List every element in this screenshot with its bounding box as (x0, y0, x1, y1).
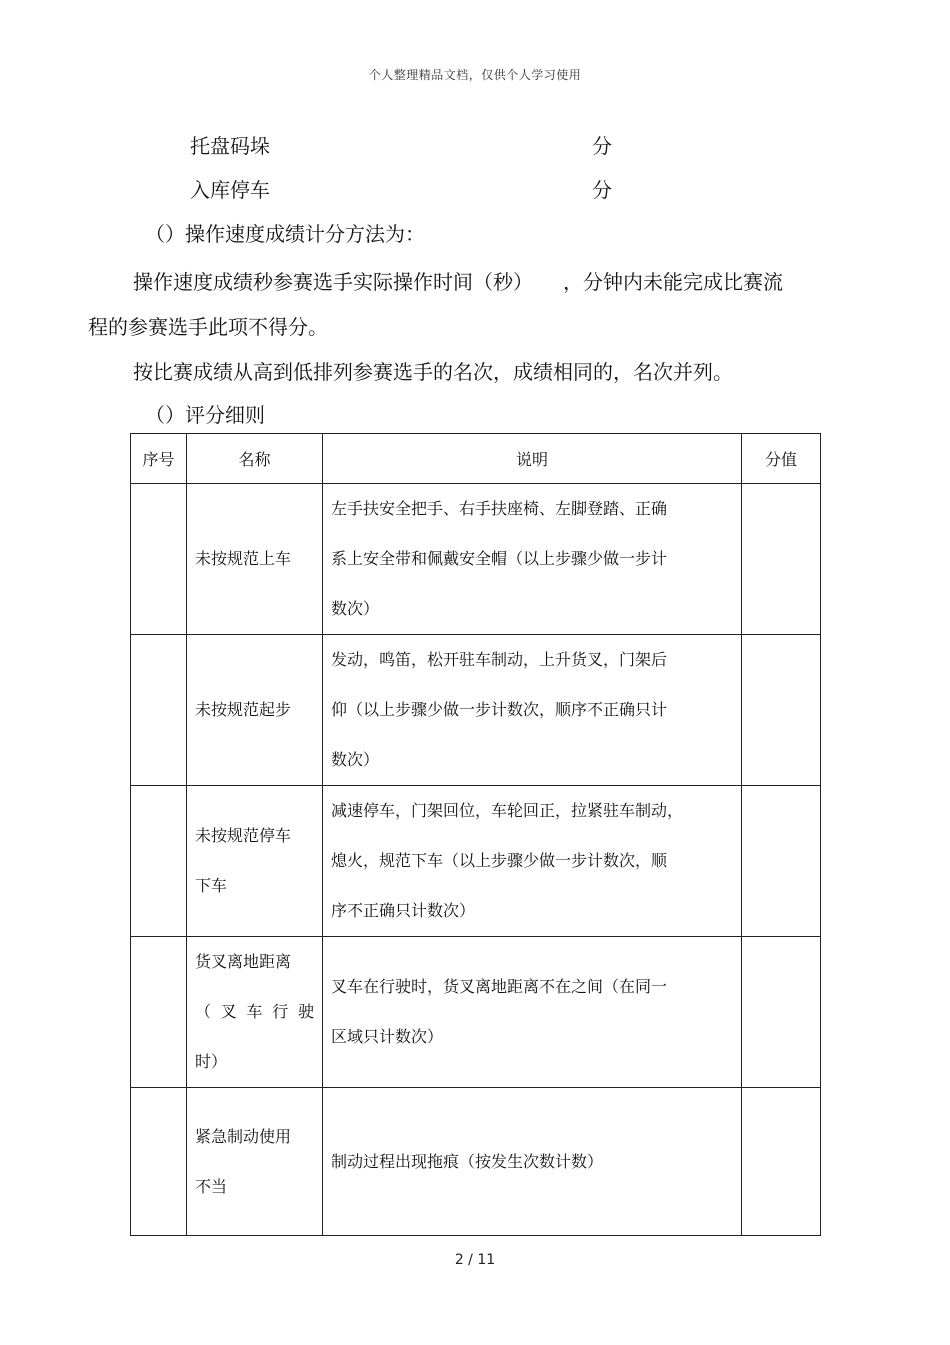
row-description-line: 仰（以上步骤少做一步计数次，顺序不正确只计 (331, 700, 668, 719)
row-name-line: 未按规范起步 (195, 700, 292, 719)
row-description-cell (323, 484, 742, 635)
row-description-line: 数次） (331, 599, 380, 618)
row-description-line: 熄火，规范下车（以上步骤少做一步计数次，顺 (331, 851, 668, 870)
table-header-row (131, 434, 821, 484)
row-description-line: 区域只计数次） (331, 1027, 444, 1046)
table-row (131, 484, 821, 635)
row-number-cell (131, 484, 187, 635)
score-item-name: 入库停车 (190, 178, 270, 202)
row-description-line: 制动过程出现拖痕（按发生次数计数） (331, 1151, 604, 1171)
row-name-line: 下车 (195, 876, 228, 895)
row-description-line: 左手扶安全把手、右手扶座椅、左脚登踏、正确 (331, 499, 668, 518)
column-header-name: 名称 (187, 434, 323, 484)
score-item-name: 托盘码垛 (190, 134, 270, 158)
row-score-cell (742, 786, 821, 937)
section-speed-heading: （）操作速度成绩计分方法为： (145, 222, 425, 246)
row-name-cell (187, 635, 323, 786)
score-item-unit: 分 (592, 178, 612, 202)
table-row (131, 937, 821, 1088)
row-name-line: 货叉离地距离 (195, 952, 292, 971)
row-description-cell (323, 786, 742, 937)
row-description-line: 系上安全带和佩戴安全帽（以上步骤少做一步计 (331, 549, 668, 568)
scoring-rules-table (130, 433, 821, 1236)
row-description-line: 叉车在行驶时，货叉离地距离不在之间（在同一 (331, 977, 668, 996)
row-number-cell (131, 635, 187, 786)
row-name-cell (187, 937, 323, 1088)
row-name-line: 紧急制动使用 (195, 1126, 292, 1146)
row-name-cell (187, 484, 323, 635)
column-header-description: 说明 (323, 434, 742, 484)
row-description-cell (323, 937, 742, 1088)
page-number: 2 / 11 (454, 1252, 496, 1268)
row-description-line: 序不正确只计数次） (331, 901, 476, 920)
row-score-cell (742, 937, 821, 1088)
speed-paragraph-line-2: 程的参赛选手此项不得分。 (88, 315, 328, 339)
row-score-cell (742, 1088, 821, 1236)
row-name-line: 未按规范停车 (195, 826, 292, 845)
row-name-cell (187, 786, 323, 937)
row-name-cell (187, 1088, 323, 1236)
row-name-line: 时） (195, 1052, 228, 1071)
column-header-number: 序号 (131, 434, 187, 484)
section-rules-heading: （）评分细则 (145, 403, 265, 427)
row-number-cell (131, 937, 187, 1088)
row-name-line: 不当 (195, 1176, 228, 1196)
row-description-line: 发动，鸣笛，松开驻车制动，上升货叉，门架后 (331, 650, 668, 669)
speed-paragraph-line-1: 操作速度成绩秒参赛选手实际操作时间（秒） ，分钟内未能完成比赛流 (133, 270, 783, 294)
table-row (131, 635, 821, 786)
table-row (131, 1088, 821, 1236)
table-row (131, 786, 821, 937)
row-description-cell (323, 1088, 742, 1236)
score-item-unit: 分 (592, 134, 612, 158)
row-description-line: 减速停车，门架回位，车轮回正，拉紧驻车制动， (331, 801, 684, 820)
row-number-cell (131, 786, 187, 937)
row-score-cell (742, 484, 821, 635)
row-number-cell (131, 1088, 187, 1236)
row-description-cell (323, 635, 742, 786)
row-name-line: （叉车行驶 (195, 1002, 314, 1021)
ranking-paragraph: 按比赛成绩从高到低排列参赛选手的名次，成绩相同的，名次并列。 (133, 360, 733, 384)
row-name-line: 未按规范上车 (195, 549, 292, 568)
row-description-line: 数次） (331, 750, 380, 769)
row-score-cell (742, 635, 821, 786)
page-header-note: 个人整理精品文档，仅供个人学习使用 (368, 68, 582, 82)
column-header-score: 分值 (742, 434, 821, 484)
